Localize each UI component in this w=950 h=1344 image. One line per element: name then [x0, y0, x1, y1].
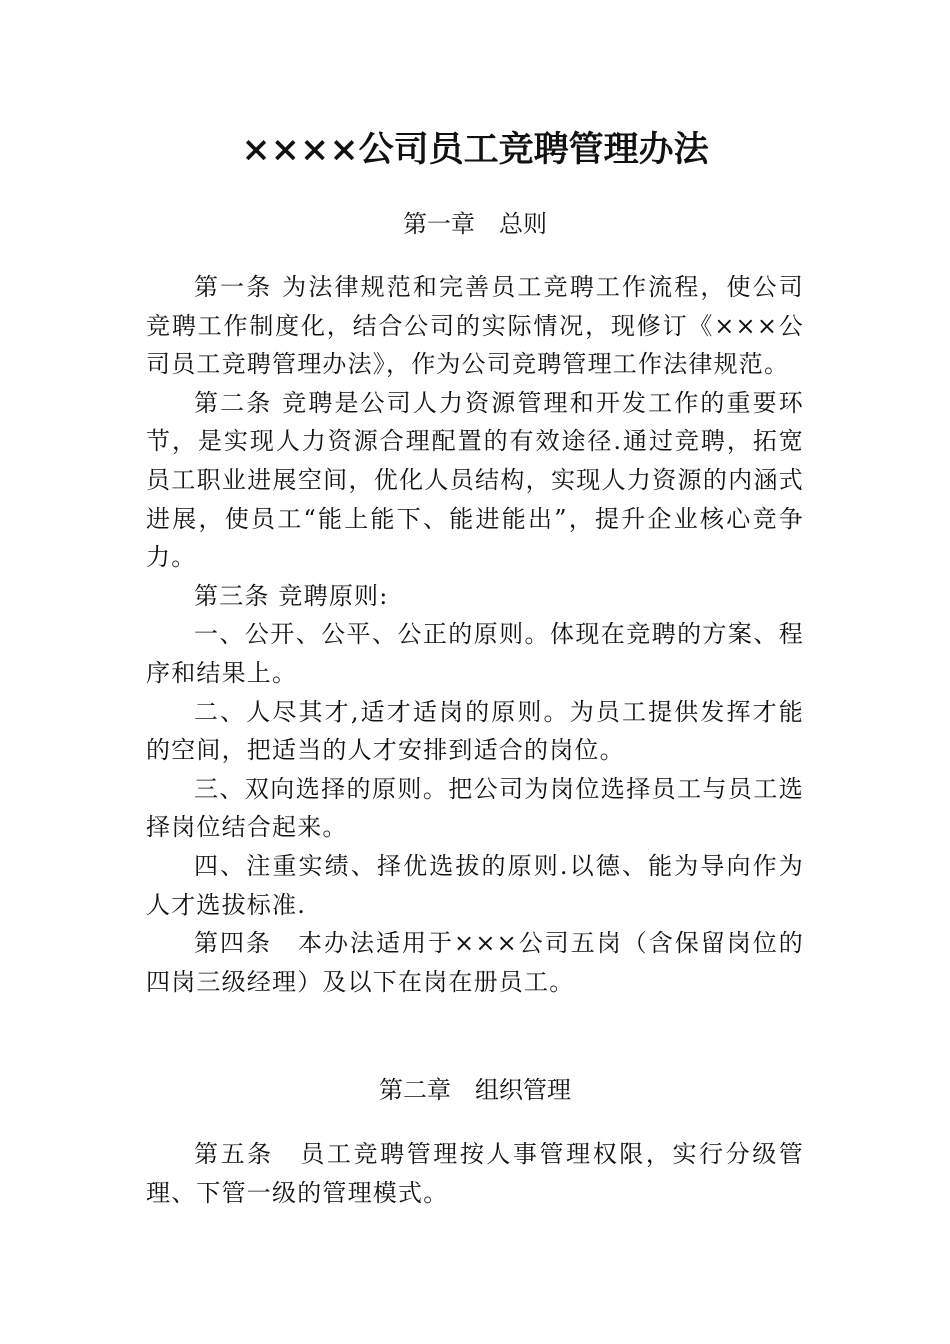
principle-paragraph: 四、注重实绩、择优选拔的原则.以德、能为导向作为人才选拔标准.	[146, 851, 804, 919]
article-paragraph: 第一条 为法律规范和完善员工竞聘工作流程，使公司竞聘工作制度化，结合公司的实际情况，现修订《×××公司员工竞聘管理办法》，作为公司竞聘管理工作法律规范。	[146, 273, 804, 379]
article-paragraph: 第二条 竞聘是公司人力资源管理和开发工作的重要环节，是实现人力资源合理配置的有效途径.通过竞聘，拓宽员工职业进展空间，优化人员结构，实现人力资源的内涵式进展，使员工“能上能下、能进能出”，提升企业核心竞争力。	[146, 388, 804, 572]
chapter-heading: 第二章 组织管理	[379, 1076, 571, 1104]
article-paragraph: 第四条 本办法适用于×××公司五岗（含保留岗位的四岗三级经理）及以下在岗在册员工。	[146, 929, 804, 996]
chapter-body	[146, 1135, 804, 1212]
article-paragraph: 第五条 员工竞聘管理按人事管理权限，实行分级管理、下管一级的管理模式。	[146, 1140, 804, 1207]
principle-paragraph: 三、双向选择的原则。把公司为岗位选择员工与员工选择岗位结合起来。	[146, 774, 804, 842]
chapter-body	[146, 268, 804, 1001]
principle-paragraph: 二、人尽其才,适才适岗的原则。为员工提供发挥才能的空间，把适当的人才安排到适合的岗位。	[146, 697, 804, 765]
chapter-heading: 第一章 总则	[403, 210, 547, 238]
document-title: ××××公司员工竞聘管理办法	[241, 129, 709, 170]
article-paragraph: 第三条 竞聘原则:	[194, 581, 389, 610]
principle-paragraph: 一、公开、公平、公正的原则。体现在竞聘的方案、程序和结果上。	[146, 620, 804, 687]
